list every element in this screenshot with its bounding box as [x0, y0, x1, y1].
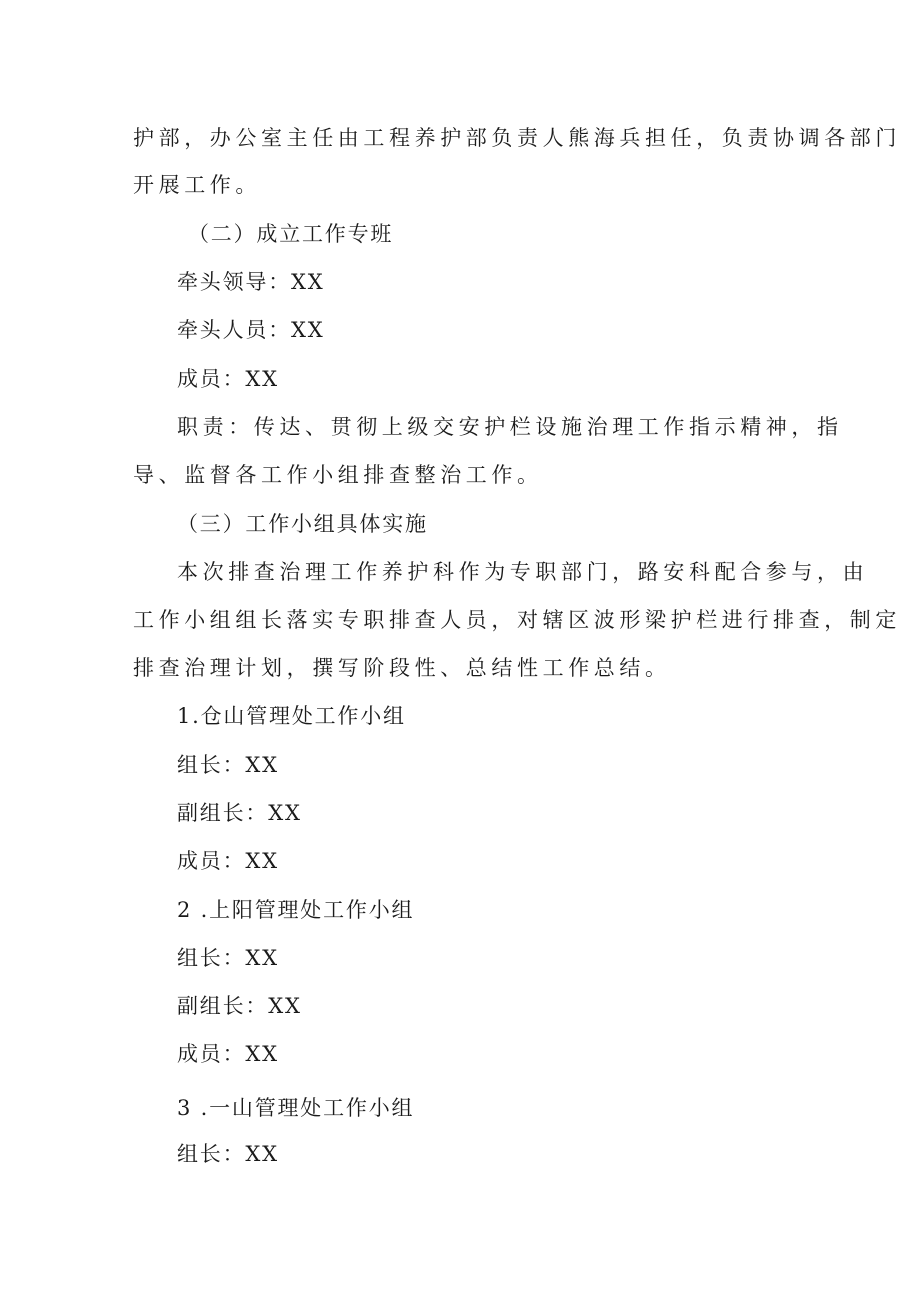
list-item: 成员：XX [177, 367, 279, 391]
paragraph-line: 职责：传达、贯彻上级交安护栏设施治理工作指示精神，指 [177, 415, 843, 439]
list-item: 牵头领导：XX [177, 270, 325, 294]
paragraph-line: 护部，办公室主任由工程养护部负责人熊海兵担任，负责协调各部门 [133, 126, 901, 150]
section-heading: （二）成立工作专班 [188, 222, 394, 246]
paragraph-line: 工作小组组长落实专职排查人员，对辖区波形梁护栏进行排查，制定 [133, 608, 901, 632]
list-item: 组长：XX [177, 1142, 279, 1166]
list-item: 副组长：XX [177, 994, 302, 1018]
paragraph-line: 导、监督各工作小组排查整治工作。 [133, 463, 543, 487]
list-item: 成员：XX [177, 1042, 279, 1066]
subsection-heading: 3 .一山管理处工作小组 [177, 1096, 415, 1120]
list-item: 牵头人员：XX [177, 318, 325, 342]
section-heading: （三）工作小组具体实施 [177, 512, 428, 536]
list-item: 组长：XX [177, 946, 279, 970]
paragraph-line: 本次排查治理工作养护科作为专职部门，路安科配合参与，由 [177, 560, 869, 584]
list-item: 成员：XX [177, 849, 279, 873]
paragraph-line: 排查治理计划，撰写阶段性、总结性工作总结。 [133, 656, 671, 680]
subsection-heading: 1.仓山管理处工作小组 [177, 704, 406, 728]
list-item: 组长：XX [177, 753, 279, 777]
paragraph-line: 开展工作。 [133, 173, 261, 197]
list-item: 副组长：XX [177, 801, 302, 825]
subsection-heading: 2 .上阳管理处工作小组 [177, 898, 415, 922]
